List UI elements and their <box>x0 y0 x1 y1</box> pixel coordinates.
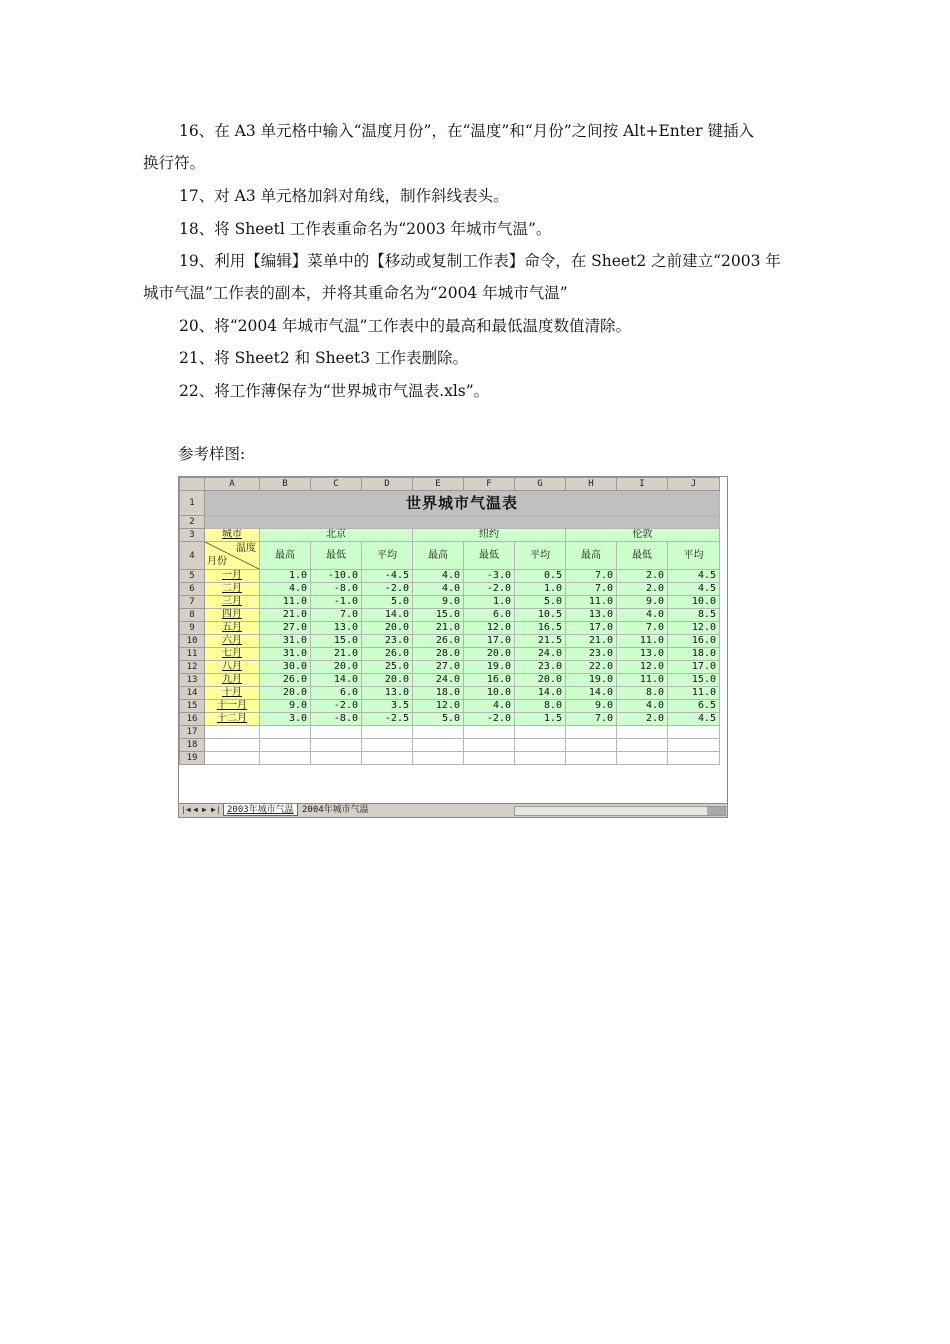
city-label-cell[interactable]: 城市 <box>205 529 260 542</box>
diag-top-label: 温度 <box>236 543 256 554</box>
scrollbar-thumb[interactable] <box>707 807 725 815</box>
month-cell[interactable]: 八月 <box>205 661 260 674</box>
sheet-title-cell[interactable]: 世界城市气温表 <box>205 491 720 516</box>
value-cell[interactable]: 10.5 <box>515 609 566 622</box>
empty-cell[interactable] <box>205 752 260 765</box>
empty-cell[interactable] <box>413 752 464 765</box>
month-cell[interactable]: 六月 <box>205 635 260 648</box>
value-cell[interactable]: 8.0 <box>515 700 566 713</box>
row-number[interactable]: 13 <box>180 674 205 687</box>
value-cell[interactable]: 1.0 <box>260 570 311 583</box>
measure-header-cell[interactable]: 最低 <box>311 542 362 570</box>
value-cell[interactable]: 7.0 <box>617 622 668 635</box>
empty-cell[interactable] <box>464 726 515 739</box>
value-cell[interactable]: 4.0 <box>617 700 668 713</box>
merged-title-row-cell[interactable] <box>205 516 720 529</box>
value-cell[interactable]: 12.0 <box>413 700 464 713</box>
value-cell[interactable]: 15.0 <box>668 674 720 687</box>
row-number[interactable]: 1 <box>180 491 205 516</box>
value-cell[interactable]: 23.0 <box>515 661 566 674</box>
value-cell[interactable]: -2.0 <box>464 713 515 726</box>
value-cell[interactable]: 20.0 <box>362 674 413 687</box>
instruction-19-line2: 城市气温”工作表的副本，并将其重命名为“2004 年城市气温” <box>143 284 568 302</box>
table-row <box>180 583 720 596</box>
value-cell[interactable]: 7.0 <box>566 713 617 726</box>
instruction-20-line1: 20、将“2004 年城市气温”工作表中的最高和最低温度数值清除。 <box>179 317 631 335</box>
empty-cell[interactable] <box>260 726 311 739</box>
value-cell[interactable]: -2.0 <box>464 583 515 596</box>
value-cell[interactable]: 12.0 <box>617 661 668 674</box>
value-cell[interactable]: -2.5 <box>362 713 413 726</box>
value-cell[interactable]: 1.0 <box>464 596 515 609</box>
city-header-cell[interactable]: 纽约 <box>413 529 566 542</box>
empty-cell[interactable] <box>566 752 617 765</box>
value-cell[interactable]: 7.0 <box>566 583 617 596</box>
value-cell[interactable]: 26.0 <box>362 648 413 661</box>
first-sheet-icon[interactable]: |◀ <box>181 805 191 814</box>
value-cell[interactable]: 31.0 <box>260 635 311 648</box>
value-cell[interactable]: 16.0 <box>668 635 720 648</box>
month-cell[interactable]: 四月 <box>205 609 260 622</box>
row-number[interactable]: 8 <box>180 609 205 622</box>
value-cell[interactable]: 8.0 <box>617 687 668 700</box>
instruction-21-line1: 21、将 Sheet2 和 Sheet3 工作表删除。 <box>179 349 469 367</box>
row-number[interactable]: 17 <box>180 726 205 739</box>
value-cell[interactable]: 21.5 <box>515 635 566 648</box>
row-number[interactable]: 15 <box>180 700 205 713</box>
empty-cell[interactable] <box>205 726 260 739</box>
value-cell[interactable]: 15.0 <box>413 609 464 622</box>
value-cell[interactable]: 25.0 <box>362 661 413 674</box>
value-cell[interactable]: 21.0 <box>311 648 362 661</box>
value-cell[interactable]: 9.0 <box>617 596 668 609</box>
instruction-16 <box>143 115 809 179</box>
value-cell[interactable]: 23.0 <box>362 635 413 648</box>
sheet-tab-bar <box>179 803 727 817</box>
value-cell[interactable]: -8.0 <box>311 713 362 726</box>
month-cell[interactable]: 二月 <box>205 583 260 596</box>
table-row <box>180 713 720 726</box>
measure-header-cell[interactable]: 最高 <box>413 542 464 570</box>
instruction-17-line1: 17、对 A3 单元格加斜对角线，制作斜线表头。 <box>179 187 509 205</box>
value-cell[interactable]: 9.0 <box>260 700 311 713</box>
row-number[interactable]: 16 <box>180 713 205 726</box>
value-cell[interactable]: 27.0 <box>413 661 464 674</box>
corner-cell[interactable] <box>180 478 205 491</box>
row-number[interactable]: 14 <box>180 687 205 700</box>
row-number[interactable]: 10 <box>180 635 205 648</box>
value-cell[interactable]: 3.0 <box>260 713 311 726</box>
column-header[interactable]: I <box>617 478 668 491</box>
value-cell[interactable]: 17.0 <box>566 622 617 635</box>
value-cell[interactable]: 2.0 <box>617 713 668 726</box>
value-cell[interactable]: -4.5 <box>362 570 413 583</box>
empty-cell[interactable] <box>362 752 413 765</box>
value-cell[interactable]: 2.0 <box>617 583 668 596</box>
instruction-19-line1: 19、利用【编辑】菜单中的【移动或复制工作表】命令，在 Sheet2 之前建立“2003 年 <box>179 252 781 270</box>
month-cell[interactable]: 七月 <box>205 648 260 661</box>
instruction-22-line1: 22、将工作薄保存为“世界城市气温表.xls”。 <box>179 382 490 400</box>
value-cell[interactable]: 22.0 <box>566 661 617 674</box>
instruction-19 <box>143 245 809 309</box>
value-cell[interactable]: 10.0 <box>464 687 515 700</box>
empty-cell[interactable] <box>617 752 668 765</box>
month-cell[interactable]: 五月 <box>205 622 260 635</box>
value-cell[interactable]: 9.0 <box>413 596 464 609</box>
value-cell[interactable]: 13.0 <box>617 648 668 661</box>
value-cell[interactable]: 4.0 <box>413 570 464 583</box>
prev-sheet-icon[interactable]: ◀ <box>193 805 198 814</box>
value-cell[interactable]: -10.0 <box>311 570 362 583</box>
instruction-21 <box>143 342 809 374</box>
empty-cell[interactable] <box>464 739 515 752</box>
empty-cell[interactable] <box>413 739 464 752</box>
month-cell[interactable]: 一月 <box>205 570 260 583</box>
next-sheet-icon[interactable]: ▶ <box>202 805 207 814</box>
value-cell[interactable]: 14.0 <box>566 687 617 700</box>
value-cell[interactable]: 18.0 <box>668 648 720 661</box>
value-cell[interactable]: 4.0 <box>617 609 668 622</box>
measure-header-cell[interactable]: 最高 <box>566 542 617 570</box>
value-cell[interactable]: 18.0 <box>413 687 464 700</box>
empty-cell[interactable] <box>566 726 617 739</box>
empty-cell[interactable] <box>566 739 617 752</box>
value-cell[interactable]: 11.0 <box>566 596 617 609</box>
value-cell[interactable]: 26.0 <box>413 635 464 648</box>
table-row <box>180 752 720 765</box>
column-header[interactable]: B <box>260 478 311 491</box>
empty-cell[interactable] <box>413 726 464 739</box>
measure-header-cell[interactable]: 最低 <box>617 542 668 570</box>
empty-cell[interactable] <box>668 726 720 739</box>
city-header-cell[interactable]: 北京 <box>260 529 413 542</box>
measure-header-cell[interactable]: 平均 <box>668 542 720 570</box>
tab-2004[interactable]: 2004年城市气温 <box>302 805 369 815</box>
value-cell[interactable]: -1.0 <box>311 596 362 609</box>
reference-label: 参考样图: <box>178 445 246 463</box>
value-cell[interactable]: 1.5 <box>515 713 566 726</box>
value-cell[interactable]: 11.0 <box>617 635 668 648</box>
value-cell[interactable]: 11.0 <box>668 687 720 700</box>
value-cell[interactable]: 8.5 <box>668 609 720 622</box>
value-cell[interactable]: 20.0 <box>362 622 413 635</box>
empty-cell[interactable] <box>205 739 260 752</box>
value-cell[interactable]: 4.5 <box>668 713 720 726</box>
table-row <box>180 491 720 516</box>
value-cell[interactable]: 6.0 <box>464 609 515 622</box>
empty-cell[interactable] <box>515 739 566 752</box>
value-cell[interactable]: 1.0 <box>515 583 566 596</box>
column-header[interactable]: A <box>205 478 260 491</box>
value-cell[interactable]: 14.0 <box>311 674 362 687</box>
value-cell[interactable]: 7.0 <box>311 609 362 622</box>
empty-cell[interactable] <box>668 752 720 765</box>
value-cell[interactable]: 16.5 <box>515 622 566 635</box>
empty-cell[interactable] <box>515 726 566 739</box>
row-number[interactable]: 18 <box>180 739 205 752</box>
value-cell[interactable]: 12.0 <box>668 622 720 635</box>
table-row <box>180 542 720 570</box>
value-cell[interactable]: 24.0 <box>515 648 566 661</box>
column-header-row <box>180 478 720 491</box>
row-number[interactable]: 11 <box>180 648 205 661</box>
row-number[interactable]: 19 <box>180 752 205 765</box>
value-cell[interactable]: 6.5 <box>668 700 720 713</box>
empty-cell[interactable] <box>311 739 362 752</box>
value-cell[interactable]: 4.5 <box>668 583 720 596</box>
table-row <box>180 635 720 648</box>
column-header[interactable]: D <box>362 478 413 491</box>
row-number[interactable]: 2 <box>180 516 205 529</box>
value-cell[interactable]: 28.0 <box>413 648 464 661</box>
value-cell[interactable]: 5.0 <box>362 596 413 609</box>
table-row <box>180 661 720 674</box>
value-cell[interactable]: 4.5 <box>668 570 720 583</box>
value-cell[interactable]: 21.0 <box>260 609 311 622</box>
value-cell[interactable]: 31.0 <box>260 648 311 661</box>
table-row <box>180 622 720 635</box>
empty-cell[interactable] <box>362 726 413 739</box>
row-number[interactable]: 12 <box>180 661 205 674</box>
instruction-16-line2: 换行符。 <box>143 154 206 172</box>
value-cell[interactable]: 24.0 <box>413 674 464 687</box>
value-cell[interactable]: -2.0 <box>362 583 413 596</box>
value-cell[interactable]: -8.0 <box>311 583 362 596</box>
table-row <box>180 609 720 622</box>
value-cell[interactable]: 27.0 <box>260 622 311 635</box>
column-header[interactable]: F <box>464 478 515 491</box>
empty-cell[interactable] <box>464 752 515 765</box>
value-cell[interactable]: 2.0 <box>617 570 668 583</box>
instruction-16-line1: 16、在 A3 单元格中输入“温度月份”，在“温度”和“月份”之间按 Alt+Enter 键插入 <box>179 122 755 140</box>
month-cell[interactable]: 九月 <box>205 674 260 687</box>
empty-cell[interactable] <box>362 739 413 752</box>
value-cell[interactable]: 7.0 <box>566 570 617 583</box>
table-row <box>180 687 720 700</box>
diag-bottom-label: 月份 <box>207 556 227 567</box>
column-header[interactable]: H <box>566 478 617 491</box>
table-row <box>180 739 720 752</box>
table-row <box>180 674 720 687</box>
value-cell[interactable]: 14.0 <box>362 609 413 622</box>
value-cell[interactable]: 21.0 <box>566 635 617 648</box>
measure-header-cell[interactable]: 平均 <box>515 542 566 570</box>
column-header[interactable]: C <box>311 478 362 491</box>
empty-cell[interactable] <box>515 752 566 765</box>
value-cell[interactable]: 3.5 <box>362 700 413 713</box>
value-cell[interactable]: 13.0 <box>566 609 617 622</box>
row-number[interactable]: 3 <box>180 529 205 542</box>
table-row <box>180 529 720 542</box>
value-cell[interactable]: 4.0 <box>260 583 311 596</box>
value-cell[interactable]: -3.0 <box>464 570 515 583</box>
value-cell[interactable]: 30.0 <box>260 661 311 674</box>
column-header[interactable]: G <box>515 478 566 491</box>
value-cell[interactable]: 6.0 <box>311 687 362 700</box>
value-cell[interactable]: 16.0 <box>464 674 515 687</box>
value-cell[interactable]: 0.5 <box>515 570 566 583</box>
value-cell[interactable]: 20.0 <box>260 687 311 700</box>
value-cell[interactable]: 11.0 <box>260 596 311 609</box>
measure-header-cell[interactable]: 最低 <box>464 542 515 570</box>
empty-cell[interactable] <box>668 739 720 752</box>
spreadsheet-figure <box>178 476 728 818</box>
value-cell[interactable]: 21.0 <box>413 622 464 635</box>
city-header-cell[interactable]: 伦敦 <box>566 529 720 542</box>
value-cell[interactable]: 4.0 <box>413 583 464 596</box>
value-cell[interactable]: 15.0 <box>311 635 362 648</box>
instruction-17 <box>143 180 809 212</box>
table-row <box>180 726 720 739</box>
value-cell[interactable]: 20.0 <box>515 674 566 687</box>
month-cell[interactable]: 十二月 <box>205 713 260 726</box>
table-row <box>180 516 720 529</box>
instruction-22 <box>143 375 809 407</box>
value-cell[interactable]: 12.0 <box>464 622 515 635</box>
value-cell[interactable]: 5.0 <box>515 596 566 609</box>
table-row <box>180 700 720 713</box>
value-cell[interactable]: 20.0 <box>464 648 515 661</box>
measure-header-cell[interactable]: 最高 <box>260 542 311 570</box>
value-cell[interactable]: 5.0 <box>413 713 464 726</box>
horizontal-scrollbar[interactable] <box>514 806 726 816</box>
tab-2003[interactable]: 2003年城市气温 <box>223 804 298 816</box>
row-number[interactable]: 6 <box>180 583 205 596</box>
empty-cell[interactable] <box>260 752 311 765</box>
value-cell[interactable]: 20.0 <box>311 661 362 674</box>
diagonal-header-cell[interactable] <box>205 542 260 570</box>
month-cell[interactable]: 十一月 <box>205 700 260 713</box>
empty-cell[interactable] <box>617 726 668 739</box>
value-cell[interactable]: 13.0 <box>362 687 413 700</box>
row-number[interactable]: 7 <box>180 596 205 609</box>
value-cell[interactable]: 26.0 <box>260 674 311 687</box>
value-cell[interactable]: 4.0 <box>464 700 515 713</box>
value-cell[interactable]: -2.0 <box>311 700 362 713</box>
value-cell[interactable]: 9.0 <box>566 700 617 713</box>
value-cell[interactable]: 23.0 <box>566 648 617 661</box>
row-number[interactable]: 5 <box>180 570 205 583</box>
value-cell[interactable]: 13.0 <box>311 622 362 635</box>
value-cell[interactable]: 17.0 <box>668 661 720 674</box>
value-cell[interactable]: 14.0 <box>515 687 566 700</box>
empty-cell[interactable] <box>260 739 311 752</box>
row-number[interactable]: 9 <box>180 622 205 635</box>
table-row <box>180 648 720 661</box>
instruction-20 <box>143 310 809 342</box>
row-number[interactable]: 4 <box>180 542 205 570</box>
measure-header-cell[interactable]: 平均 <box>362 542 413 570</box>
last-sheet-icon[interactable]: ▶| <box>211 805 221 814</box>
empty-cell[interactable] <box>311 752 362 765</box>
instruction-18-line1: 18、将 Sheetl 工作表重命名为“2003 年城市气温”。 <box>179 220 552 238</box>
table-row <box>180 570 720 583</box>
table-row <box>180 596 720 609</box>
month-cell[interactable]: 三月 <box>205 596 260 609</box>
column-header[interactable]: J <box>668 478 720 491</box>
value-cell[interactable]: 17.0 <box>464 635 515 648</box>
value-cell[interactable]: 19.0 <box>464 661 515 674</box>
value-cell[interactable]: 19.0 <box>566 674 617 687</box>
column-header[interactable]: E <box>413 478 464 491</box>
value-cell[interactable]: 10.0 <box>668 596 720 609</box>
instruction-18 <box>143 213 809 245</box>
empty-cell[interactable] <box>311 726 362 739</box>
month-cell[interactable]: 十月 <box>205 687 260 700</box>
empty-cell[interactable] <box>617 739 668 752</box>
spreadsheet-grid <box>179 477 720 765</box>
value-cell[interactable]: 11.0 <box>617 674 668 687</box>
